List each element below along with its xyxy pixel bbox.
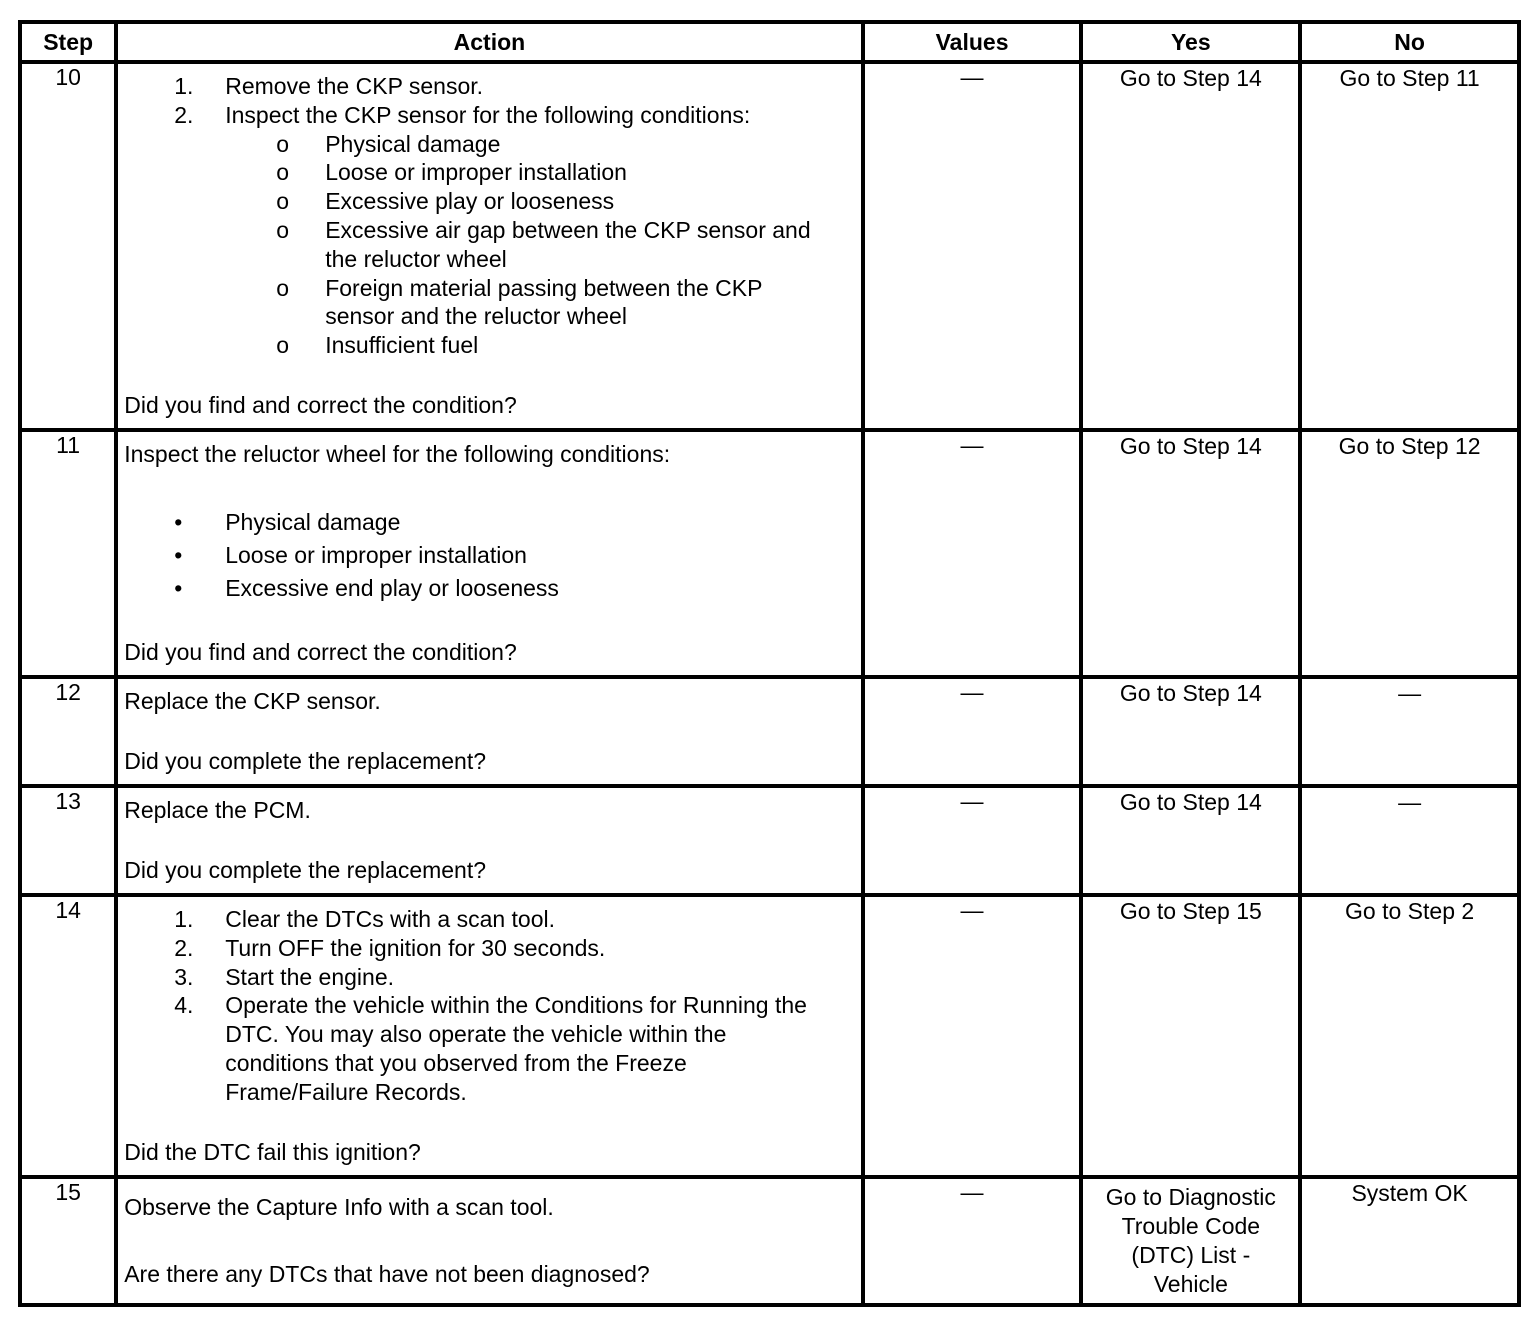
bullet-list (124, 506, 854, 605)
header-values: Values (863, 22, 1082, 62)
step-number: 13 (20, 786, 116, 895)
action-cell (116, 895, 862, 1177)
yes-cell: Go to Step 14 (1081, 62, 1300, 430)
list-item: • Physical damage (174, 509, 401, 535)
action-intro: Observe the Capture Info with a scan tool. (124, 1194, 554, 1220)
table-row-step-11 (20, 430, 1519, 677)
yes-cell: Go to Diagnostic Trouble Code (DTC) List - Vehicle (1081, 1177, 1300, 1305)
sub-list-item: o Excessive play or looseness (276, 188, 615, 215)
no-cell: Go to Step 12 (1300, 430, 1519, 677)
list-item: 4. Operate the vehicle within the Conditions for Running the DTC. You may also operate the vehicle within the conditions that you observed from the Freeze Frame/Failure Records. (174, 992, 807, 1105)
action-cell (116, 677, 862, 786)
values-cell: — (863, 786, 1082, 895)
no-cell: — (1300, 786, 1519, 895)
list-item: 2. Inspect the CKP sensor for the following conditions: (174, 101, 751, 128)
step-number: 11 (20, 430, 116, 677)
values-cell: — (863, 677, 1082, 786)
values-cell: — (863, 430, 1082, 677)
yes-cell: Go to Step 15 (1081, 895, 1300, 1177)
yes-cell: Go to Step 14 (1081, 786, 1300, 895)
step-number: 10 (20, 62, 116, 430)
list-item: 3. Start the engine. (174, 963, 395, 990)
header-action: Action (116, 22, 862, 62)
action-question: Did you complete the replacement? (124, 748, 487, 774)
diagnostic-table (18, 20, 1521, 1307)
step-number: 14 (20, 895, 116, 1177)
table-row-step-10 (20, 62, 1519, 430)
table-row-step-14 (20, 895, 1519, 1177)
no-cell: Go to Step 11 (1300, 62, 1519, 430)
list-item: • Loose or improper installation (174, 542, 527, 568)
action-question: Did you complete the replacement? (124, 857, 487, 883)
action-cell (116, 786, 862, 895)
sub-list-item: o Physical damage (276, 130, 501, 157)
action-question: Did you find and correct the condition? (124, 639, 517, 665)
values-cell: — (863, 895, 1082, 1177)
action-intro: Replace the PCM. (124, 797, 311, 823)
action-cell (116, 430, 862, 677)
list-item: • Excessive end play or looseness (174, 575, 559, 601)
table-row-step-15 (20, 1177, 1519, 1305)
list-item: 1. Remove the CKP sensor. (174, 73, 484, 99)
step-number: 15 (20, 1177, 116, 1305)
action-question: Are there any DTCs that have not been diagnosed? (124, 1261, 650, 1287)
action-question: Did the DTC fail this ignition? (124, 1139, 421, 1165)
no-cell: Go to Step 2 (1300, 895, 1519, 1177)
header-no: No (1300, 22, 1519, 62)
header-yes: Yes (1081, 22, 1300, 62)
values-cell: — (863, 62, 1082, 430)
sub-list-item: o Excessive air gap between the CKP sensor and the reluctor wheel (276, 216, 811, 272)
action-intro: Replace the CKP sensor. (124, 688, 381, 714)
no-cell: System OK (1300, 1177, 1519, 1305)
sub-list-item: o Foreign material passing between the CKP sensor and the reluctor wheel (276, 274, 763, 330)
action-cell (116, 1177, 862, 1305)
yes-cell: Go to Step 14 (1081, 677, 1300, 786)
step-number: 12 (20, 677, 116, 786)
table-row-step-13 (20, 786, 1519, 895)
numbered-list (124, 905, 854, 1107)
action-question: Did you find and correct the condition? (124, 392, 517, 418)
list-item: 2. Turn OFF the ignition for 30 seconds. (174, 934, 606, 961)
header-step: Step (20, 22, 116, 62)
action-cell (116, 62, 862, 430)
table-row-step-12 (20, 677, 1519, 786)
list-item: 1. Clear the DTCs with a scan tool. (174, 906, 556, 932)
action-intro: Inspect the reluctor wheel for the following conditions: (124, 441, 671, 467)
numbered-list (124, 72, 854, 360)
sub-list-item: o Loose or improper installation (276, 159, 627, 186)
sub-list-item: o Insufficient fuel (276, 332, 479, 359)
values-cell: — (863, 1177, 1082, 1305)
yes-cell: Go to Step 14 (1081, 430, 1300, 677)
no-cell: — (1300, 677, 1519, 786)
header-row (20, 22, 1519, 62)
